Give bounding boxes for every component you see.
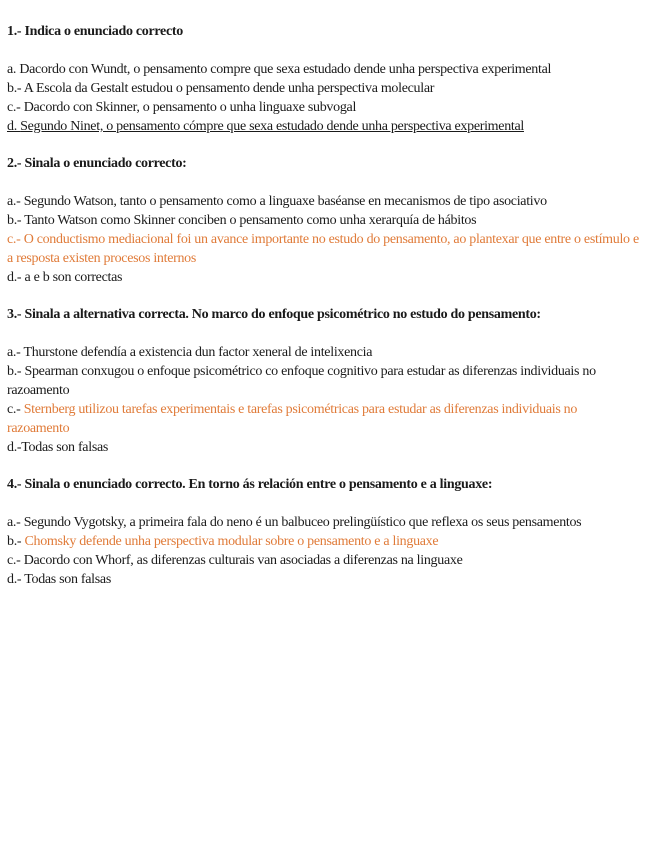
- option-text-highlighted: Chomsky defende unha perspectiva modular sobre o pensamento e a linguaxe: [24, 534, 439, 549]
- question-4: [7, 475, 639, 589]
- question-title: 1.- Indica o enunciado correcto: [7, 24, 183, 39]
- option-c: [7, 551, 639, 570]
- option-prefix: c.-: [7, 553, 24, 568]
- option-text: Segundo Ninet, o pensamento cómpre que sexa estudado dende unha perspectiva experimental: [20, 119, 524, 134]
- option-text: Segundo Vygotsky, a primeira fala do neno é un balbuceo prelingüístico que reflexa os seus pensamentos: [23, 515, 582, 530]
- option-a: [7, 343, 639, 362]
- option-prefix: c.-: [7, 100, 24, 115]
- option-b: [7, 79, 639, 98]
- option-d: [7, 570, 639, 589]
- option-c: [7, 98, 639, 117]
- question-2: [7, 154, 639, 287]
- question-title: 3.- Sinala a alternativa correcta. No marco do enfoque psicométrico no estudo do pensamento:: [7, 307, 541, 322]
- option-prefix: a.: [7, 62, 20, 77]
- option-prefix: a.-: [7, 345, 24, 360]
- option-prefix: b.-: [7, 364, 25, 379]
- option-d: [7, 438, 639, 457]
- option-text: Dacordo con Skinner, o pensamento o unha linguaxe subvogal: [23, 100, 357, 115]
- option-prefix: d.-: [7, 270, 25, 285]
- option-text: Dacordo con Wundt, o pensamento compre que sexa estudado dende unha perspectiva experimental: [19, 62, 552, 77]
- option-prefix: d.-: [7, 572, 25, 587]
- option-b: [7, 362, 639, 400]
- option-prefix: b.-: [7, 81, 24, 96]
- option-prefix: b.-: [7, 534, 25, 549]
- option-prefix: d.: [7, 119, 21, 134]
- option-text: Dacordo con Whorf, as diferenzas culturais van asociadas a diferenzas na linguaxe: [23, 553, 463, 568]
- option-text: Segundo Watson, tanto o pensamento como a linguaxe baséanse en mecanismos de tipo asociativo: [23, 194, 547, 209]
- option-text: a e b son correctas: [24, 270, 123, 285]
- option-text: Tanto Watson como Skinner conciben o pensamento como unha xerarquía de hábitos: [24, 213, 477, 228]
- option-d-underlined: [7, 117, 639, 136]
- option-text: Todas son falsas: [24, 572, 111, 587]
- option-text: Spearman conxugou o enfoque psicométrico co enfoque cognitivo para estudar as diferenzas individuais no razoamento: [7, 364, 596, 398]
- option-b: [7, 211, 639, 230]
- option-prefix: d.-: [7, 440, 22, 455]
- option-b: [7, 532, 639, 551]
- question-3: [7, 305, 639, 457]
- option-text-highlighted: Sternberg utilizou tarefas experimentais e tarefas psicométricas para estudar as diferenzas individuais no razoamento: [7, 402, 578, 436]
- option-d: [7, 268, 639, 287]
- question-1: [7, 22, 639, 136]
- option-text: A Escola da Gestalt estudou o pensamento dende unha perspectiva molecular: [23, 81, 435, 96]
- option-a: [7, 60, 639, 79]
- option-text: Todas son falsas: [21, 440, 109, 455]
- question-title: 2.- Sinala o enunciado correcto:: [7, 156, 187, 171]
- option-prefix: c.-: [7, 232, 24, 247]
- question-title: 4.- Sinala o enunciado correcto. En torno ás relación entre o pensamento e a linguaxe:: [7, 477, 493, 492]
- option-a: [7, 192, 639, 211]
- option-prefix: b.-: [7, 213, 25, 228]
- option-text: O conductismo mediacional foi un avance importante no estudo do pensamento, ao plantexar que entre o estímulo e a resposta existen procesos internos: [7, 232, 639, 266]
- option-c: [7, 400, 639, 438]
- option-a: [7, 513, 639, 532]
- option-text: Thurstone defendía a existencia dun factor xeneral de intelixencia: [23, 345, 373, 360]
- quiz-document: [7, 22, 639, 607]
- option-prefix: c.-: [7, 402, 24, 417]
- option-prefix: a.-: [7, 515, 24, 530]
- option-prefix: a.-: [7, 194, 24, 209]
- option-c-highlighted: [7, 230, 639, 268]
